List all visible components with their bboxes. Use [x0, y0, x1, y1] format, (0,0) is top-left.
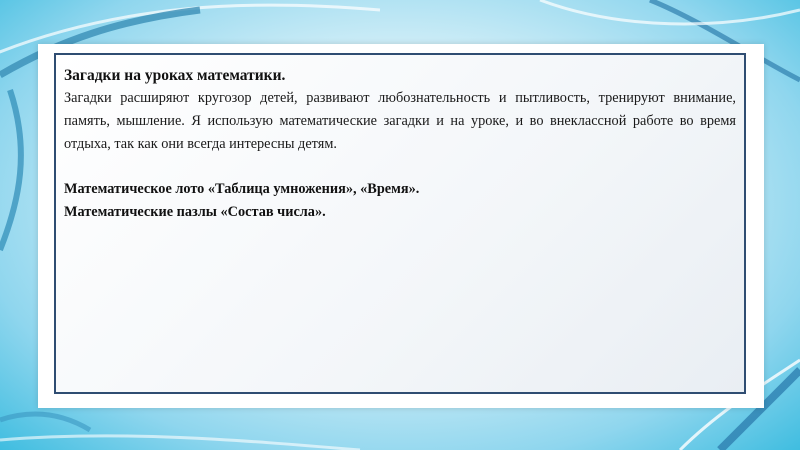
slide-heading: Загадки на уроках математики.	[64, 67, 286, 84]
list-item: Математическое лото «Таблица умножения», «Время».	[64, 181, 420, 197]
spacer	[64, 156, 736, 178]
slide-frame	[38, 44, 764, 408]
content-panel	[54, 53, 746, 394]
slide-paragraph: Загадки расширяют кругозор детей, развивают любознательность и пытливость, тренируют внимание, память, мышление. Я использую математические загадки и на уроке, и во внеклассной работе во время отдыха, так как они всегда интересны детям.	[64, 90, 736, 152]
list-item: Математические пазлы «Состав числа».	[64, 204, 326, 220]
